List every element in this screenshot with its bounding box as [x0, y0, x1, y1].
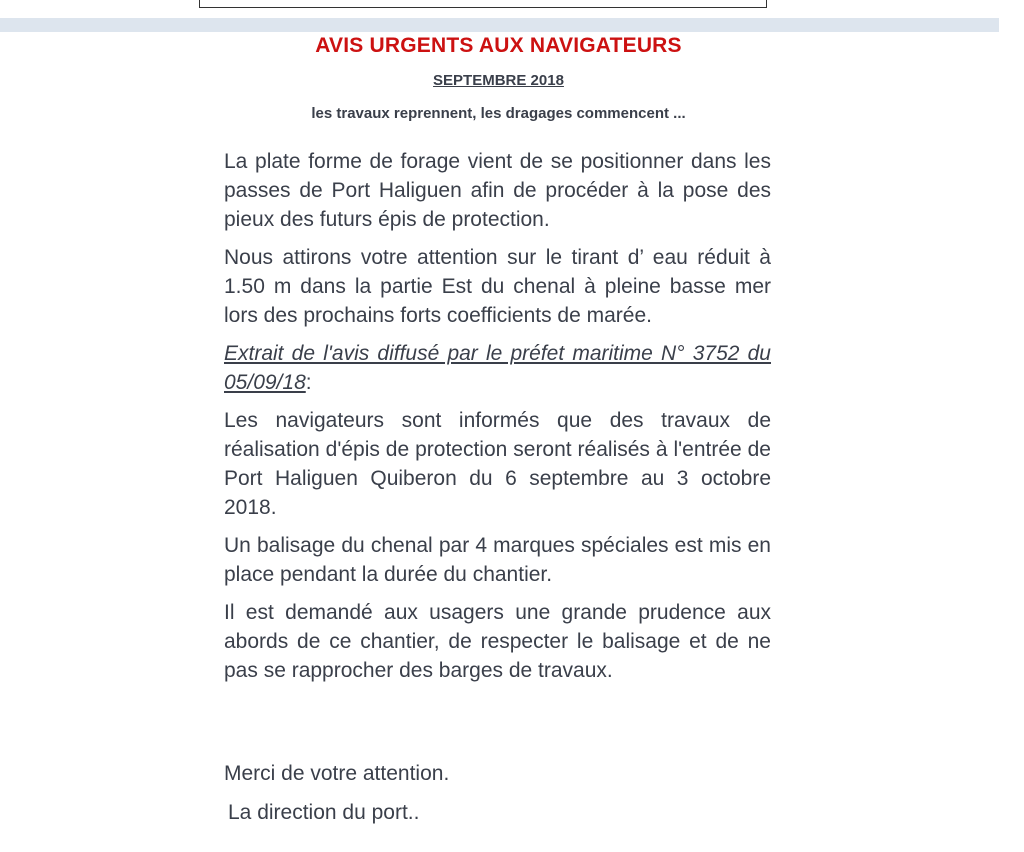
- page-title: AVIS URGENTS AUX NAVIGATEURS: [315, 34, 682, 57]
- paragraph-works-info: Les navigateurs sont informés que des travaux de réalisation d'épis de protection seront réalisés à l'entrée de Port Haliguen Quiberon du 6 septembre au 3 octobre 2018.: [224, 409, 771, 519]
- top-frame-box: [199, 0, 767, 8]
- notice-date: SEPTEMBRE 2018: [433, 72, 564, 89]
- paragraph-caution: Il est demandé aux usagers une grande prudence aux abords de ce chantier, de respecter le balisage et de ne pas se rapprocher des barges de travaux.: [224, 601, 771, 682]
- closing-thanks: Merci de votre attention.: [224, 762, 450, 785]
- paragraph-platform: La plate forme de forage vient de se positionner dans les passes de Port Haliguen afin de procéder à la pose des pieux des futurs épis de protection.: [224, 150, 771, 231]
- closing-signature: La direction du port..: [228, 801, 420, 824]
- paragraph-buoyage: Un balisage du chenal par 4 marques spéciales est mis en place pendant la durée du chantier.: [224, 534, 771, 586]
- top-divider-band: [0, 18, 999, 32]
- notice-subtitle: les travaux reprennent, les dragages commencent ...: [311, 105, 686, 122]
- extract-colon: :: [305, 371, 312, 394]
- notice-body: [224, 147, 771, 694]
- extract-reference: Extrait de l'avis diffusé par le préfet maritime N° 3752 du 05/09/18: [224, 342, 771, 394]
- paragraph-extract-heading: [224, 339, 771, 397]
- paragraph-draft-warning: Nous attirons votre attention sur le tirant d’ eau réduit à 1.50 m dans la partie Est du chenal à pleine basse mer lors des prochains forts coefficients de marée.: [224, 246, 771, 327]
